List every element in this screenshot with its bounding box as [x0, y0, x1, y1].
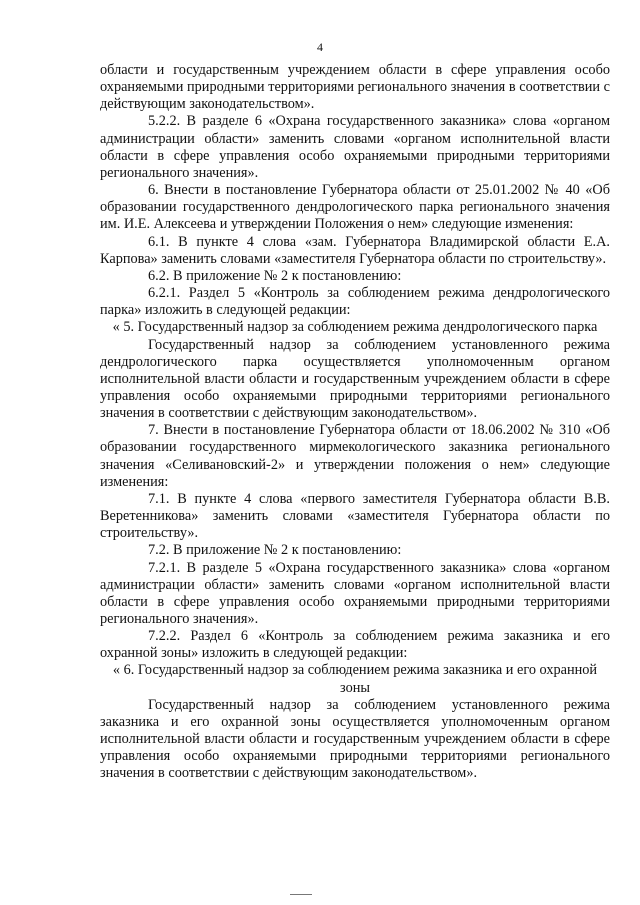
section-6-body: Государственный надзор за соблюдением установленного режима заказника и его охранной зоны осуществляется уполномоченным органом исполнительной власти области и государственным учреждением области в сфере управления особо охраняемыми природными территориями регионального значения в соответствии с действующим законодательством».	[100, 696, 610, 782]
paragraph-7-2-1: 7.2.1. В разделе 5 «Охрана государственного заказника» слова «органом администрации области» заменить словами «органом исполнительной власти области в сфере управления особо охраняемыми природными территориями регионального значения».	[100, 559, 610, 627]
document-body	[100, 62, 610, 783]
paragraph-7-1: 7.1. В пункте 4 слова «первого заместителя Губернатора области В.В. Веретенникова» заменить словами «заместителя Губернатора области по строительству».	[100, 490, 610, 542]
paragraph-continuation: области и государственным учреждением области в сфере управления особо охраняемыми природными территориями регионального значения в соответствии с действующим законодательством».	[100, 62, 610, 113]
scan-mark	[290, 894, 312, 895]
paragraph-7-2: 7.2. В приложение № 2 к постановлению:	[148, 542, 402, 559]
paragraph-6-2-1: 6.2.1. Раздел 5 «Контроль за соблюдением режима дендрологического парка» изложить в следующей редакции:	[100, 285, 610, 319]
paragraph-5-2-2: 5.2.2. В разделе 6 «Охрана государственного заказника» слова «органом администрации области» заменить словами «органом исполнительной власти области в сфере управления особо охраняемыми природными территориями регионального значения».	[100, 113, 610, 181]
paragraph-7-2-2: 7.2.2. Раздел 6 «Контроль за соблюдением режима заказника и его охранной зоны» изложить в следующей редакции:	[100, 628, 610, 662]
paragraph-6: 6. Внести в постановление Губернатора области от 25.01.2002 № 40 «Об образовании государственного дендрологического парка регионального значения им. И.Е. Алексеева и утверждении Положения о нем» следующие изменения:	[100, 182, 610, 233]
section-6-heading: « 6. Государственный надзор за соблюдением режима заказника и его охранной зоны	[112, 662, 598, 696]
paragraph-6-1: 6.1. В пункте 4 слова «зам. Губернатора Владимирской области Е.А. Карпова» заменить словами «заместителя Губернатора области по строительству».	[100, 233, 610, 267]
section-5-body: Государственный надзор за соблюдением установленного режима дендрологического парка осуществляется уполномоченным органом исполнительной власти области и государственным учреждением области в сфере управления особо охраняемыми природными территориями регионального значения в соответствии с действующим законодательством».	[100, 336, 610, 422]
section-5-heading: « 5. Государственный надзор за соблюдением режима дендрологического парка	[112, 319, 598, 336]
paragraph-6-2: 6.2. В приложение № 2 к постановлению:	[148, 267, 402, 284]
paragraph-7: 7. Внести в постановление Губернатора области от 18.06.2002 № 310 «Об образовании государственного мирмекологического заказника регионального значения «Селивановский-2» и утверждении положения о нем» следующие изменения:	[100, 422, 610, 490]
page-number: 4	[317, 40, 323, 54]
